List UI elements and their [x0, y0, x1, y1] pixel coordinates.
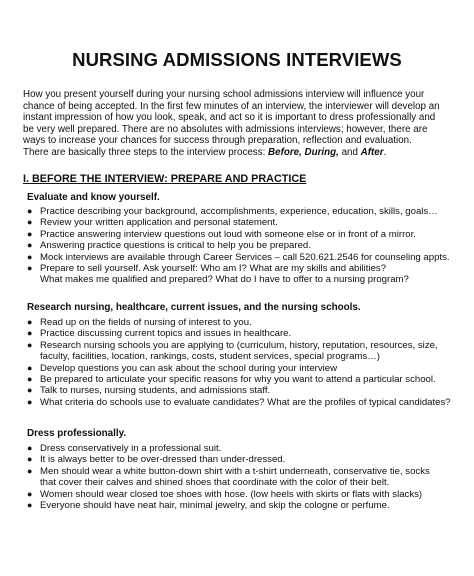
steps-suffix: .: [383, 146, 387, 158]
group-heading-evaluate: Evaluate and know yourself.: [27, 192, 160, 203]
list-item: ● Dress conservatively in a professional suit.: [27, 443, 222, 454]
step-during: During,: [304, 146, 339, 158]
list-item: ● Answering practice questions is critical to help you be prepared.: [27, 240, 311, 252]
bullet-icon: ●: [27, 396, 33, 407]
intro-paragraph: [23, 89, 463, 158]
list-item: ● Prepare to sell yourself. Ask yourself: Who am I? What are my skills and abilities? What makes me qualified and prepared? What do I have to offer to a nursing program?: [27, 263, 409, 286]
list-item: ● It is always better to be over-dressed than under-dressed.: [27, 454, 286, 466]
bullet-icon: ●: [27, 362, 33, 373]
list-item: ● Men should wear a white button-down shirt with a t-shirt underneath, conservative tie, socks that cover their calves and shined shoes that coordinate with the color of their belt.: [27, 465, 430, 489]
bullet-icon: ●: [27, 206, 33, 216]
bullet-icon: ●: [27, 328, 33, 339]
steps-and: and: [338, 146, 361, 158]
list-item: ● What criteria do schools use to evaluate candidates? What are the profiles of typical candidates?: [27, 396, 451, 408]
bullet-icon: ●: [27, 374, 33, 385]
bullet-icon: ●: [27, 443, 33, 453]
bullet-icon: ●: [27, 465, 33, 476]
bullet-icon: ●: [27, 263, 33, 274]
list-item: ● Research nursing schools you are applying to (curriculum, history, reputation, resources, size, faculty, facilities, location, rankings, costs, student services, special programs…): [27, 339, 438, 363]
list-item: ● Practice answering interview questions out loud with someone else or in front of a mirror.: [27, 228, 416, 240]
steps-prefix: There are basically three steps to the interview process:: [23, 146, 269, 158]
list-item: ● Develop questions you can ask about the school during your interview: [27, 362, 338, 374]
bullet-list-dress: [27, 443, 457, 511]
bullet-icon: ●: [27, 500, 33, 511]
list-item: ● Everyone should have neat hair, minimal jewelry, and skip the cologne or perfume.: [27, 500, 390, 512]
intro-line: chance of being accepted. In the first few minutes of an interview, the interviewer will develop an: [23, 100, 440, 112]
list-item: ● Be prepared to articulate your specific reasons for why you want to attend a particular school.: [27, 374, 436, 386]
intro-line: be very well prepared. There are no absolutes with admissions interviews; however, there are: [23, 123, 428, 135]
page-title: NURSING ADMISSIONS INTERVIEWS: [72, 49, 402, 70]
bullet-icon: ●: [27, 228, 33, 239]
intro-steps-line: [23, 147, 463, 159]
bullet-icon: ●: [27, 240, 33, 251]
list-item: ● Talk to nurses, nursing students, and admissions staff.: [27, 385, 271, 397]
list-item: ● Practice describing your background, accomplishments, experience, education, skills, goals…: [27, 206, 438, 217]
list-item: ● Practice discussing current topics and issues in healthcare.: [27, 328, 292, 340]
intro-line: How you present yourself during your nursing school admissions interview will influence your: [23, 89, 425, 100]
intro-line: instant impression of how you look, speak, and act so it is important to dress professionally and: [23, 112, 436, 123]
step-before: Before,: [268, 146, 302, 158]
bullet-icon: ●: [27, 251, 33, 262]
group-heading-research: Research nursing, healthcare, current issues, and the nursing schools.: [27, 302, 361, 313]
group-heading-dress: Dress professionally.: [27, 428, 127, 439]
bullet-icon: ●: [27, 488, 33, 499]
list-item: ● Mock interviews are available through Career Services – call 520.621.2546 for counseling appts.: [27, 251, 450, 263]
bullet-icon: ●: [27, 454, 33, 465]
list-item: ● Read up on the fields of nursing of interest to you.: [27, 317, 252, 328]
list-item: ● Women should wear closed toe shoes with hose. (low heels with skirts or flats with slacks): [27, 488, 423, 500]
bullet-icon: ●: [27, 317, 33, 327]
bullet-icon: ●: [27, 385, 33, 396]
section-heading-before: I. BEFORE THE INTERVIEW: PREPARE AND PRACTICE: [23, 173, 307, 185]
step-after: After: [360, 146, 384, 158]
bullet-icon: ●: [27, 339, 33, 350]
list-item: ● Review your written application and personal statement.: [27, 217, 278, 229]
bullet-icon: ●: [27, 217, 33, 228]
bullet-list-research: [27, 317, 457, 408]
bullet-list-evaluate: [27, 206, 457, 286]
intro-line: ways to increase your chances for success through preparation, reflection and evaluation.: [23, 135, 412, 146]
